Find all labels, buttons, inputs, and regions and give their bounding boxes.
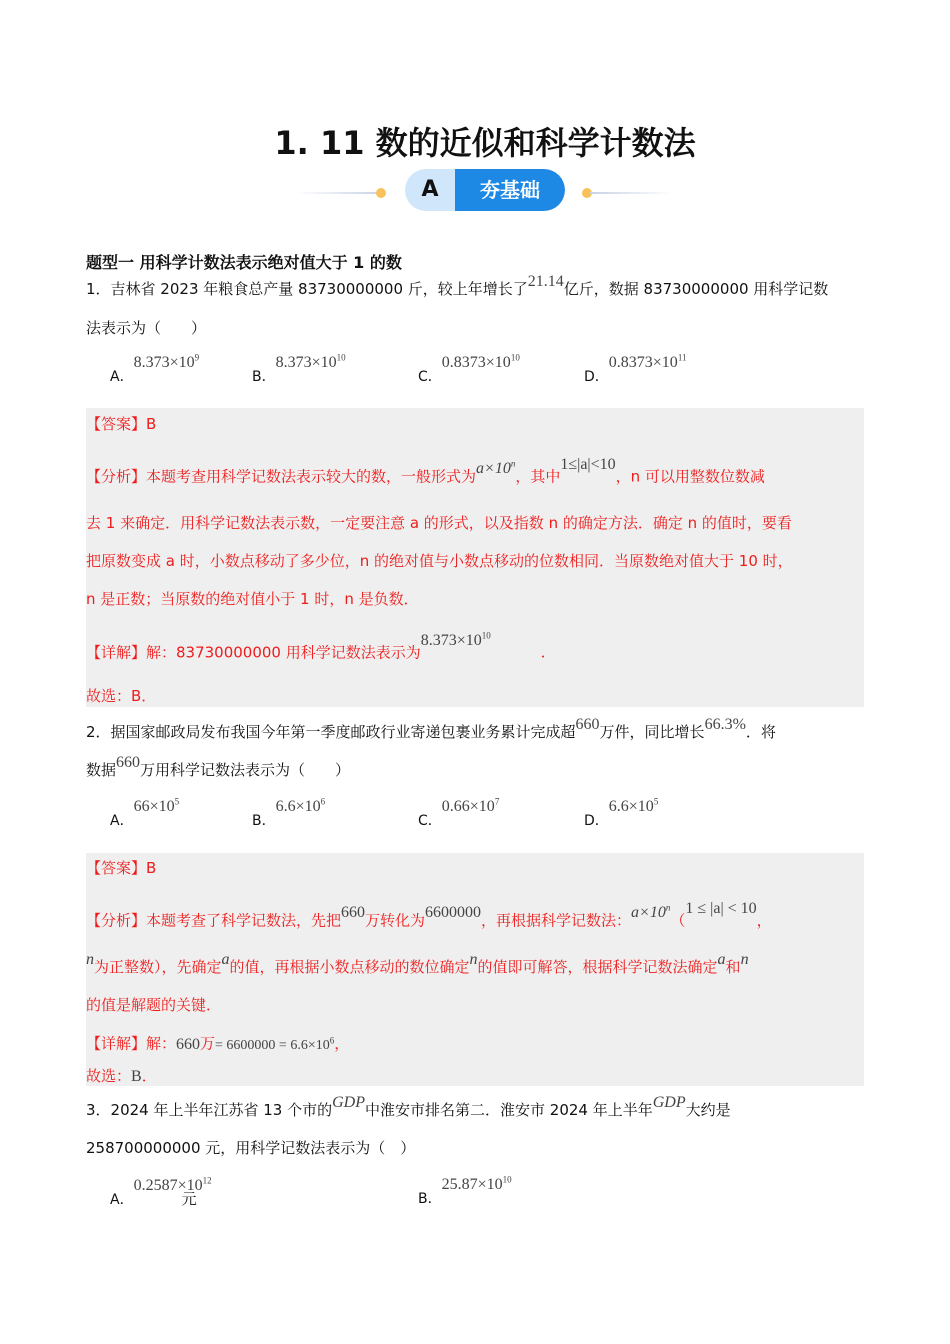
q3-stem-line2: 258700000000 元，用科学记数法表示为（ ） [86, 1139, 416, 1157]
divider-left [296, 192, 380, 194]
q2-option-d[interactable]: D．$6.6\times 10^5$ [584, 796, 659, 829]
q2-answer: 【答案】B [86, 859, 157, 877]
q2-option-a[interactable]: A．$66\times 10^5$ [110, 796, 180, 829]
dot-left-icon [376, 188, 386, 198]
q2-option-c[interactable]: C．$0.66\times 10^7$ [418, 796, 500, 829]
q1-option-a[interactable]: A．$8.373\times 10^9$ [110, 352, 200, 385]
q3-option-a[interactable]: A．$0.2587\times 10^{12}$元 [110, 1175, 212, 1208]
q2-choose: 故选：B． [86, 1067, 157, 1085]
q1-option-c[interactable]: C．$0.8373\times 10^{10}$ [418, 352, 520, 385]
q1-analysis-line3: 把原数变成 a 时，小数点移动了多少位，n 的绝对值与小数点移动的位数相同．当原数绝对值大于 10 时， [86, 552, 793, 570]
q1-stem-line1: 1．吉林省 2023 年粮食总产量 83730000000 斤，较上年增长了21.14亿斤，数据 83730000000 用科学记数 [86, 273, 829, 298]
q1-choose: 故选：B． [86, 687, 157, 705]
q2-detail: 【详解】解：660万= $6600000 = 6.6\times 10^6$， [86, 1034, 350, 1053]
section-heading: 题型一 用科学计数法表示绝对值大于 1 的数 [86, 253, 402, 272]
badge-letter: A [421, 177, 439, 202]
q3-stem-line1: 3．2024 年上半年江苏省 13 个市的GDP中淮安市排名第二．淮安市 2024 年上半年GDP大约是 [86, 1094, 731, 1119]
q1-analysis-line2: 去 1 来确定．用科学记数法表示数，一定要注意 a 的形式，以及指数 n 的确定方法．确定 n 的值时，要看 [86, 514, 792, 532]
q2-stem-line1: 2．据国家邮政局发布我国今年第一季度邮政行业寄递包裹业务累计完成超660万件，同比增长66.3%．将 [86, 716, 776, 741]
q1-option-b[interactable]: B．$8.373\times 10^{10}$ [252, 352, 346, 385]
q1-analysis-line4: n 是正数；当原数的绝对值小于 1 时，n 是负数． [86, 590, 419, 608]
q2-option-b[interactable]: B．$6.6\times 10^6$ [252, 796, 326, 829]
divider-right [590, 192, 674, 194]
badge-text: 夯基础 [455, 169, 565, 211]
q2-analysis-line3: 的值是解题的关键． [86, 996, 222, 1014]
q1-option-d[interactable]: D．$0.8373\times 10^{11}$ [584, 352, 687, 385]
page-title: 1. 11 数的近似和科学计数法 [274, 124, 696, 162]
q1-analysis-line1: 【分析】本题考查用科学记数法表示较大的数，一般形式为$a\times 10^n$，其中1≤|a|<10，n 可以用整数位数减 [86, 456, 765, 486]
q2-analysis-line2: n为正整数），先确定a的值，再根据小数点移动的数位确定n的值即可解答，根据科学记数法确定a和n [86, 951, 749, 976]
q1-detail: 【详解】解：83730000000 用科学记数法表示为$8.373\times 10^{10}$． [86, 631, 556, 662]
q1-stem-line2: 法表示为（ ） [86, 319, 207, 337]
q3-option-b[interactable]: B．$25.87\times 10^{10}$ [418, 1174, 512, 1207]
q1-answer: 【答案】B [86, 415, 157, 433]
q2-stem-line2: 数据660万用科学记数法表示为（ ） [86, 754, 351, 779]
q2-analysis-line1: 【分析】本题考查了科学记数法，先把660万转化为6600000，再根据科学记数法：$a\times 10^n(1 \le |a| < 10$， [86, 900, 772, 930]
